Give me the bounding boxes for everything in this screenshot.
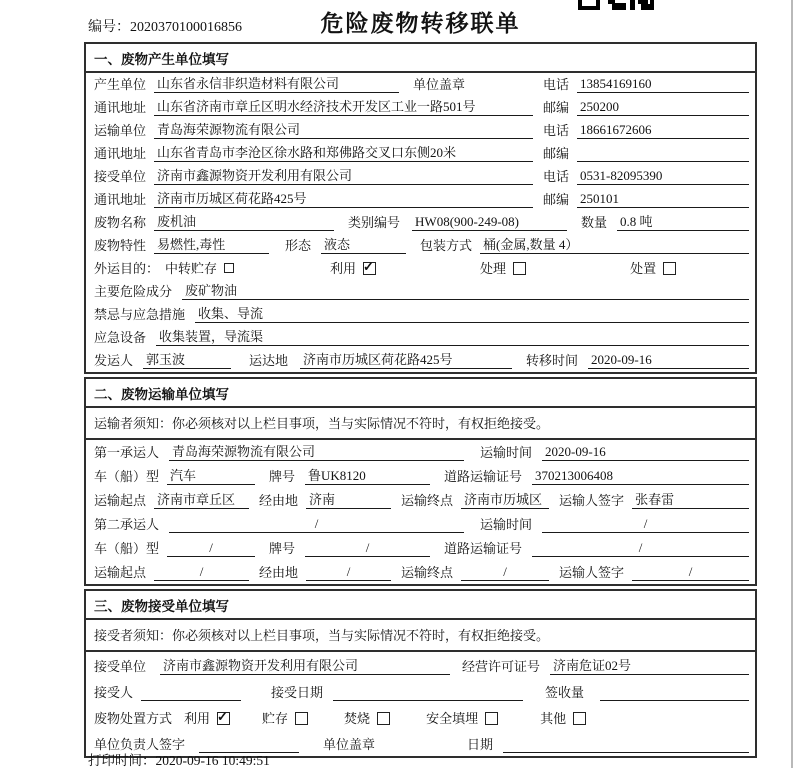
purpose-option-transfer-storage-label: 中转贮存 — [165, 261, 218, 276]
carrier2-vehicle-label: 车（船）型 — [94, 541, 160, 556]
section-producer — [84, 42, 757, 374]
carrier1-vehicle-value: 汽车 — [167, 465, 255, 485]
receiver-value: 济南市鑫源物资开发利用有限公司 — [154, 165, 533, 185]
disposal-landfill-label: 安全填埋 — [426, 711, 479, 726]
transfer-storage-checkbox — [224, 263, 234, 273]
carrier2-via-label: 经由地 — [259, 565, 299, 580]
row-sender — [86, 349, 755, 372]
character-value: 易燃性,毒性 — [154, 234, 269, 254]
hazard-label: 主要危险成分 — [94, 284, 173, 299]
disposal-incinerate-checkbox — [377, 712, 390, 725]
chief-sign-label: 单位负责人签字 — [94, 737, 186, 752]
disposal-landfill-checkbox — [485, 712, 498, 725]
sign-qty-value — [600, 685, 749, 701]
producer-zip-label: 邮编 — [542, 100, 569, 115]
row-acceptor — [86, 678, 755, 704]
purpose-option-dispose — [630, 258, 676, 277]
seal-label: 单位盖章 — [413, 77, 466, 92]
disposal-utilize-checkbox — [217, 712, 230, 725]
permit-value: 济南危证02号 — [550, 655, 749, 675]
disposal-option-store — [262, 708, 308, 727]
transfer-date-label: 转移时间 — [526, 353, 579, 368]
hazard-value: 废矿物油 — [182, 280, 749, 300]
acceptor-value — [141, 685, 241, 701]
row-waste-character — [86, 234, 755, 257]
category-value: HW08(900-249-08) — [412, 214, 567, 231]
equipment-value: 收集装置，导流渠 — [156, 326, 749, 346]
character-label: 废物特性 — [94, 238, 147, 253]
purpose-option-transfer-storage — [165, 258, 234, 277]
disposal-option-utilize — [184, 708, 230, 727]
row-waste-name — [86, 211, 755, 234]
carrier2-via-value: / — [306, 564, 391, 581]
row-carrier2 — [86, 512, 755, 536]
disposal-incinerate-label: 焚烧 — [344, 711, 371, 726]
transporter-phone-label: 电话 — [542, 123, 569, 138]
manifest-form — [84, 42, 757, 758]
receiver-notice: 接受者须知：你必须核对以上栏目事项，当与实际情况不符时，有权拒绝接受。 — [86, 620, 755, 652]
transporter-phone-value: 18661672606 — [577, 122, 749, 139]
carrier1-vehicle-label: 车（船）型 — [94, 469, 160, 484]
receiver-phone-value: 0531-82095390 — [577, 168, 749, 185]
packing-value: 桶(金属,数量 4） — [480, 234, 749, 254]
carrier1-end-value: 济南市历城区 — [461, 489, 549, 509]
section-transporter — [84, 377, 757, 586]
purpose-option-treat-label: 处理 — [480, 261, 507, 276]
receive-unit-label: 接受单位 — [94, 659, 147, 674]
carrier2-value: / — [169, 516, 464, 533]
purpose-option-dispose-label: 处置 — [630, 261, 657, 276]
carrier1-license-label: 道路运输证号 — [444, 469, 523, 484]
carrier2-sign-value: / — [632, 564, 749, 581]
row-taboo-measures — [86, 303, 755, 326]
transporter-label: 运输单位 — [94, 123, 147, 138]
disposal-utilize-label: 利用 — [184, 711, 211, 726]
taboo-value: 收集、导流 — [195, 303, 749, 323]
section-receiver-title: 三、废物接受单位填写 — [86, 591, 755, 620]
row-emergency-equipment — [86, 326, 755, 349]
carrier1-via-label: 经由地 — [259, 493, 299, 508]
carrier1-license-value: 370213006408 — [532, 468, 749, 485]
utilize-checkbox — [363, 262, 376, 275]
purpose-option-treat — [480, 258, 526, 277]
transporter-address-label: 通讯地址 — [94, 146, 147, 161]
waste-name-label: 废物名称 — [94, 215, 147, 230]
accept-date-value — [333, 685, 523, 701]
qty-value: 0.8 吨 — [617, 211, 749, 231]
producer-phone-label: 电话 — [542, 77, 569, 92]
row-carrier1 — [86, 440, 755, 464]
carrier2-time-label: 运输时间 — [480, 517, 533, 532]
form-label: 形态 — [285, 238, 312, 253]
transporter-address-value: 山东省青岛市李沧区徐水路和郑佛路交叉口东侧20米 — [154, 142, 533, 162]
row-carrier1-route — [86, 488, 755, 512]
carrier1-plate-label: 牌号 — [269, 469, 296, 484]
disposal-option-landfill — [426, 708, 498, 727]
disposal-label: 废物处置方式 — [94, 711, 173, 726]
carrier1-end-label: 运输终点 — [401, 493, 454, 508]
carrier2-license-value: / — [532, 540, 749, 557]
producer-phone-value: 13854169160 — [577, 76, 749, 93]
section-transporter-title: 二、废物运输单位填写 — [86, 379, 755, 408]
carrier1-time-value: 2020-09-16 — [542, 444, 749, 461]
print-time: 打印时间：2020-09-16 10:49:51 — [88, 753, 270, 768]
row-carrier2-vehicle — [86, 536, 755, 560]
row-carrier2-route — [86, 560, 755, 584]
producer-address-label: 通讯地址 — [94, 100, 147, 115]
carrier2-time-value: / — [542, 516, 749, 533]
carrier2-plate-label: 牌号 — [269, 541, 296, 556]
carrier1-via-value: 济南 — [306, 489, 391, 509]
producer-label: 产生单位 — [94, 77, 147, 92]
carrier2-origin-label: 运输起点 — [94, 565, 147, 580]
document-serial-number: 编号：2020370100016856 — [88, 20, 242, 35]
row-transporter-address — [86, 142, 755, 165]
form-value: 液态 — [321, 234, 406, 254]
packing-label: 包装方式 — [420, 238, 473, 253]
dispose-checkbox — [663, 262, 676, 275]
row-receive-unit — [86, 652, 755, 678]
row-transporter — [86, 119, 755, 142]
receiver-address-value: 济南市历城区荷花路425号 — [154, 188, 533, 208]
carrier2-end-label: 运输终点 — [401, 565, 454, 580]
sender-label: 发运人 — [94, 353, 134, 368]
taboo-label: 禁忌与应急措施 — [94, 307, 186, 322]
section-receiver — [84, 589, 757, 758]
transfer-date-value: 2020-09-16 — [588, 352, 749, 369]
disposal-store-checkbox — [295, 712, 308, 725]
unit-seal-label: 单位盖章 — [323, 737, 376, 752]
category-label: 类别编号 — [348, 215, 401, 230]
carrier1-time-label: 运输时间 — [480, 445, 533, 460]
purpose-option-utilize — [330, 258, 376, 277]
acceptor-label: 接受人 — [94, 685, 134, 700]
carrier1-sign-value: 张春雷 — [632, 489, 749, 509]
date-value — [503, 737, 749, 753]
receiver-label: 接受单位 — [94, 169, 147, 184]
treat-checkbox — [513, 262, 526, 275]
producer-zip-value: 250200 — [577, 99, 749, 116]
receiver-zip-value: 250101 — [577, 191, 749, 208]
sender-value: 郭玉波 — [143, 349, 231, 369]
row-receiver-address — [86, 188, 755, 211]
disposal-option-other — [540, 708, 586, 727]
equipment-label: 应急设备 — [94, 330, 147, 345]
purpose-option-utilize-label: 利用 — [330, 261, 357, 276]
accept-date-label: 接受日期 — [271, 685, 324, 700]
transporter-value: 青岛海荣源物流有限公司 — [154, 119, 533, 139]
carrier1-origin-value: 济南市章丘区 — [154, 489, 249, 509]
receiver-zip-label: 邮编 — [542, 192, 569, 207]
carrier1-label: 第一承运人 — [94, 445, 160, 460]
permit-label: 经营许可证号 — [462, 659, 541, 674]
carrier1-plate-value: 鲁UK8120 — [305, 465, 430, 485]
row-producer-address — [86, 96, 755, 119]
receiver-address-label: 通讯地址 — [94, 192, 147, 207]
sign-qty-label: 签收量 — [545, 685, 585, 700]
row-carrier1-vehicle — [86, 464, 755, 488]
producer-address-value: 山东省济南市章丘区明水经济技术开发区工业一路501号 — [154, 96, 533, 116]
carrier2-end-value: / — [461, 564, 549, 581]
dest-value: 济南市历城区荷花路425号 — [300, 349, 512, 369]
date-label: 日期 — [467, 737, 494, 752]
disposal-store-label: 贮存 — [262, 711, 289, 726]
transporter-notice: 运输者须知：你必须核对以上栏目事项，当与实际情况不符时，有权拒绝接受。 — [86, 408, 755, 440]
row-producer — [86, 73, 755, 96]
carrier1-origin-label: 运输起点 — [94, 493, 147, 508]
purpose-label: 外运目的： — [94, 261, 160, 276]
carrier2-sign-label: 运输人签字 — [559, 565, 625, 580]
qty-label: 数量 — [581, 215, 608, 230]
disposal-option-incinerate — [344, 708, 390, 727]
waste-name-value: 废机油 — [154, 211, 334, 231]
dest-label: 运达地 — [249, 353, 289, 368]
disposal-other-checkbox — [573, 712, 586, 725]
transporter-zip-value — [577, 146, 749, 162]
receiver-phone-label: 电话 — [542, 169, 569, 184]
page-edge-line — [791, 0, 793, 768]
carrier2-origin-value: / — [154, 564, 249, 581]
transporter-zip-label: 邮编 — [542, 146, 569, 161]
carrier2-label: 第二承运人 — [94, 517, 160, 532]
receive-unit-value: 济南市鑫源物资开发利用有限公司 — [160, 655, 450, 675]
carrier1-value: 青岛海荣源物流有限公司 — [169, 441, 464, 461]
row-hazard-component — [86, 280, 755, 303]
disposal-other-label: 其他 — [540, 711, 567, 726]
row-receiver — [86, 165, 755, 188]
carrier2-vehicle-value: / — [167, 540, 255, 557]
carrier2-license-label: 道路运输证号 — [444, 541, 523, 556]
document-title: 危险废物转移联单 — [320, 11, 521, 36]
row-purpose — [86, 257, 755, 280]
carrier1-sign-label: 运输人签字 — [559, 493, 625, 508]
section-producer-title: 一、废物产生单位填写 — [86, 44, 755, 73]
producer-value: 山东省永信非织造材料有限公司 — [154, 73, 399, 93]
row-disposal-method — [86, 704, 755, 730]
carrier2-plate-value: / — [305, 540, 430, 557]
